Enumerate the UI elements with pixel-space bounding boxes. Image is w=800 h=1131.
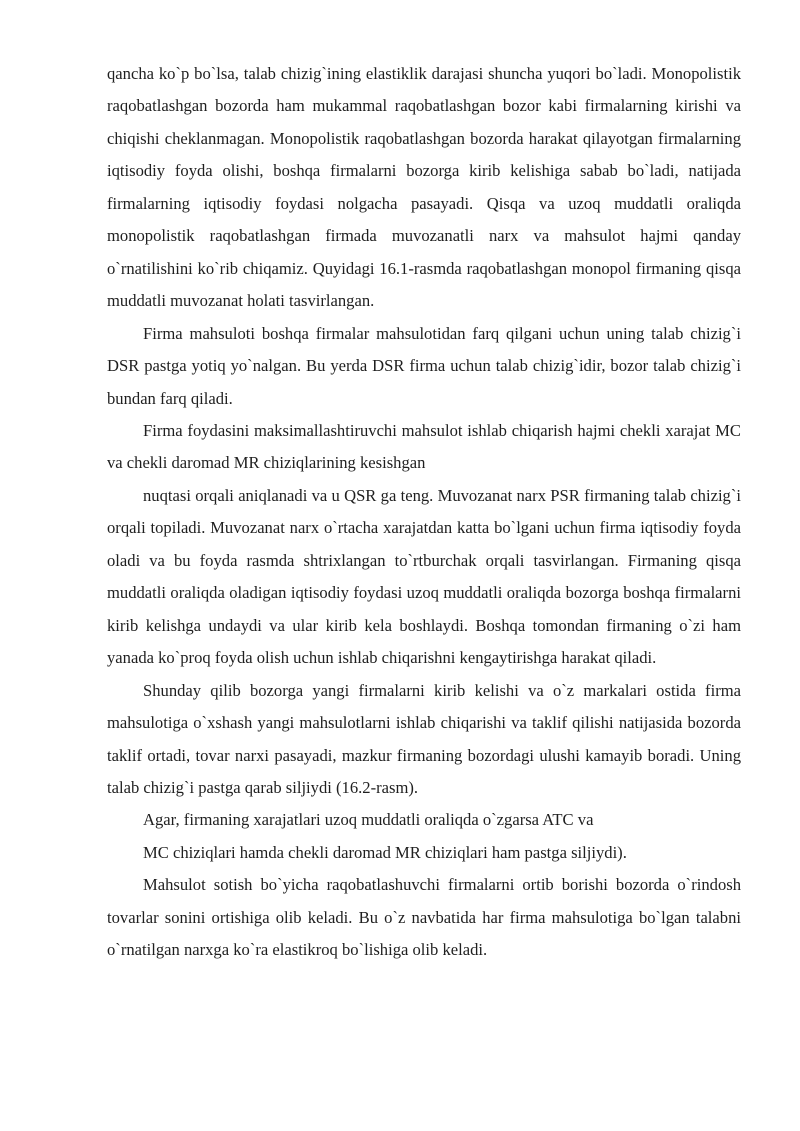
paragraph-2: Firma mahsuloti boshqa firmalar mahsulotidan farq qilgani uchun uning talab chizig`i DSR pastga yotiq yo`nalgan. Bu yerda DSR firma uchun talab chizig`idir, bozor talab chizig`i bundan farq qiladi.	[107, 323, 741, 408]
paragraph-5: Shunday qilib bozorga yangi firmalarni kirib kelishi va o`z markalari ostida firma mahsulotiga o`xshash yangi mahsulotlarni ishlab chiqarishi va taklif qilishi natijasida bozorda taklif ortadi, tovar narxi pasayadi, mazkur firmaning bozordagi ulushi kamayib boradi. Uning talab chizig`i pastga qarab siljiydi (16.2-rasm).	[107, 680, 741, 797]
paragraph-8: Mahsulot sotish bo`yicha raqobatlashuvchi firmalarni ortib borishi bozorda o`rindosh tovarlar sonini ortishiga olib keladi. Bu o`z navbatida har firma mahsulotiga bo`lgan talabni o`rnatilgan narxga ko`ra elastikroq bo`lishiga olib keladi.	[107, 875, 741, 960]
paragraph-7: MC chiziqlari hamda chekli daromad MR chiziqlari ham pastga siljiydi).	[143, 842, 627, 862]
body-text	[107, 58, 741, 967]
paragraph-6: Agar, firmaning xarajatlari uzoq muddatli oraliqda o`zgarsa ATC va	[143, 810, 594, 830]
paragraph-3: Firma foydasini maksimallashtiruvchi mahsulot ishlab chiqarish hajmi chekli xarajat MC va chekli daromad MR chiziqlarining kesishgan	[107, 420, 741, 473]
paragraph-4: nuqtasi orqali aniqlanadi va u QSR ga teng. Muvozanat narx PSR firmaning talab chizig`i orqali topiladi. Muvozanat narx o`rtacha xarajatdan katta bo`lgani uchun firma iqtisodiy foyda oladi va bu foyda rasmda shtrixlangan to`rtburchak orqali tasvirlangan. Firmaning qisqa muddatli oraliqda oladigan iqtisodiy foydasi uzoq muddatli oraliqda bozorga boshqa firmalarni kirib kelishga undaydi va ular kirib kela boshlaydi. Boshqa tomondan firmaning o`zi ham yanada ko`proq foyda olish uchun ishlab chiqarishni kengaytirishga harakat qiladi.	[107, 485, 741, 668]
paragraph-1: qancha ko`p bo`lsa, talab chizig`ining elastiklik darajasi shuncha yuqori bo`ladi. Monopolistik raqobatlashgan bozorda ham mukammal raqobatlashgan bozor kabi firmalarning kirishi va chiqishi cheklanmagan. Monopolistik raqobatlashgan bozorda harakat qilayotgan firmalarning iqtisodiy foyda olishi, boshqa firmalarni bozorga kirib kelishiga sabab bo`ladi, natijada firmalarning iqtisodiy foydasi nolgacha pasayadi. Qisqa va uzoq muddatli oraliqda monopolistik raqobatlashgan firmada muvozanatli narx va mahsulot hajmi qanday o`rnatilishini ko`rib chiqamiz. Quyidagi 16.1-rasmda raqobatlashgan monopol firmaning qisqa muddatli muvozanat holati tasvirlangan.	[107, 64, 741, 311]
